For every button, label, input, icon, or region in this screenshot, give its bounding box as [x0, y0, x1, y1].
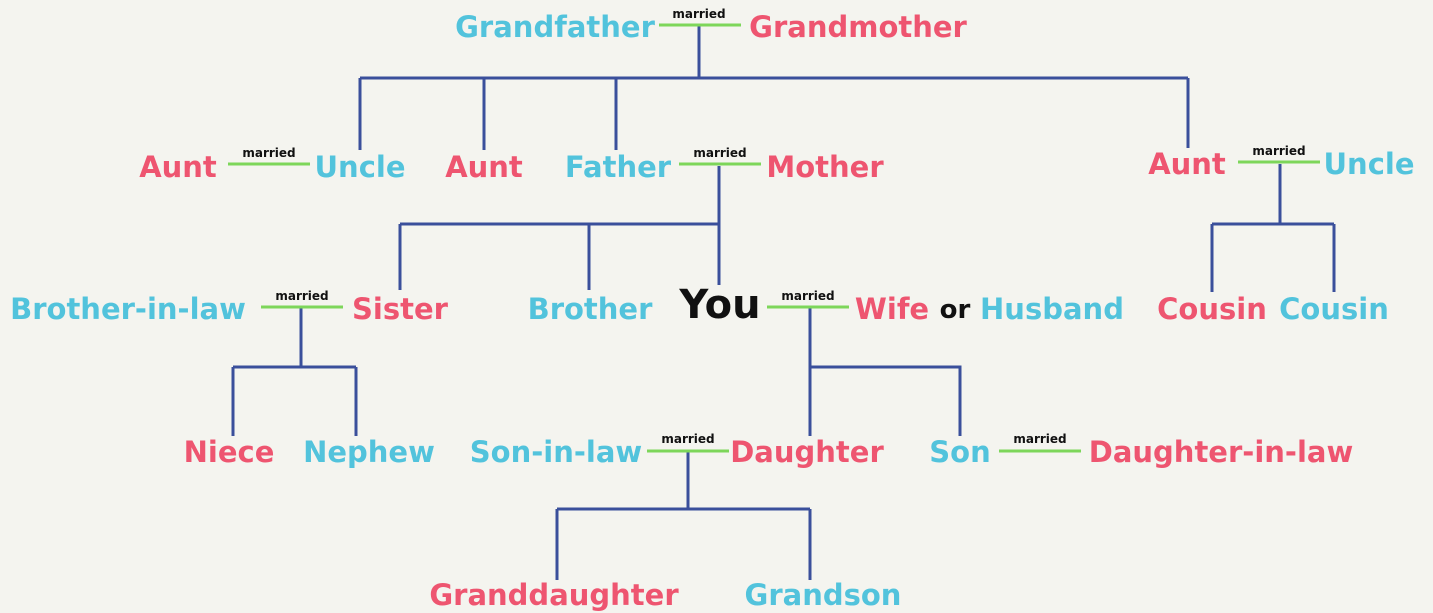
- person-grandfather: Grandfather: [455, 10, 655, 44]
- person-nephew: Nephew: [303, 435, 435, 469]
- married-label: married: [275, 289, 329, 303]
- conjunction-or: or: [939, 295, 971, 325]
- person-cousin-2: Cousin: [1279, 292, 1389, 326]
- person-uncle-right: Uncle: [1323, 147, 1415, 181]
- person-wife: Wife: [854, 292, 930, 326]
- person-sister: Sister: [352, 292, 448, 326]
- married-label: married: [1013, 432, 1067, 446]
- person-mother: Mother: [766, 150, 884, 184]
- person-daughter: Daughter: [730, 435, 884, 469]
- married-label: married: [781, 289, 835, 303]
- descent-line-you: [810, 307, 960, 436]
- married-label: married: [672, 7, 726, 21]
- marriage-lines: [228, 25, 1320, 451]
- person-grandson: Grandson: [744, 578, 902, 612]
- person-granddaughter: Granddaughter: [429, 578, 679, 612]
- descent-line-daughter: [557, 451, 810, 580]
- person-son-in-law: Son-in-law: [469, 435, 643, 469]
- person-cousin-1: Cousin: [1157, 292, 1267, 326]
- person-brother: Brother: [527, 292, 653, 326]
- person-daughter-in-law: Daughter-in-law: [1088, 435, 1354, 469]
- descent-line-cousins: [1212, 164, 1334, 292]
- descent-line-sister: [233, 307, 356, 436]
- married-label: married: [242, 146, 296, 160]
- person-aunt-left: Aunt: [139, 150, 217, 184]
- person-brother-in-law: Brother-in-law: [10, 292, 246, 326]
- person-niece: Niece: [183, 435, 275, 469]
- descent-line-parents: [400, 166, 719, 290]
- person-son: Son: [929, 435, 991, 469]
- person-father: Father: [564, 150, 672, 184]
- person-uncle-left: Uncle: [314, 150, 406, 184]
- person-you: You: [679, 282, 761, 328]
- person-aunt-middle: Aunt: [445, 150, 523, 184]
- person-aunt-right: Aunt: [1148, 147, 1226, 181]
- married-label: married: [693, 146, 747, 160]
- married-label: married: [1252, 144, 1306, 158]
- married-label: married: [661, 432, 715, 446]
- person-husband: Husband: [980, 292, 1124, 326]
- person-grandmother: Grandmother: [749, 10, 967, 44]
